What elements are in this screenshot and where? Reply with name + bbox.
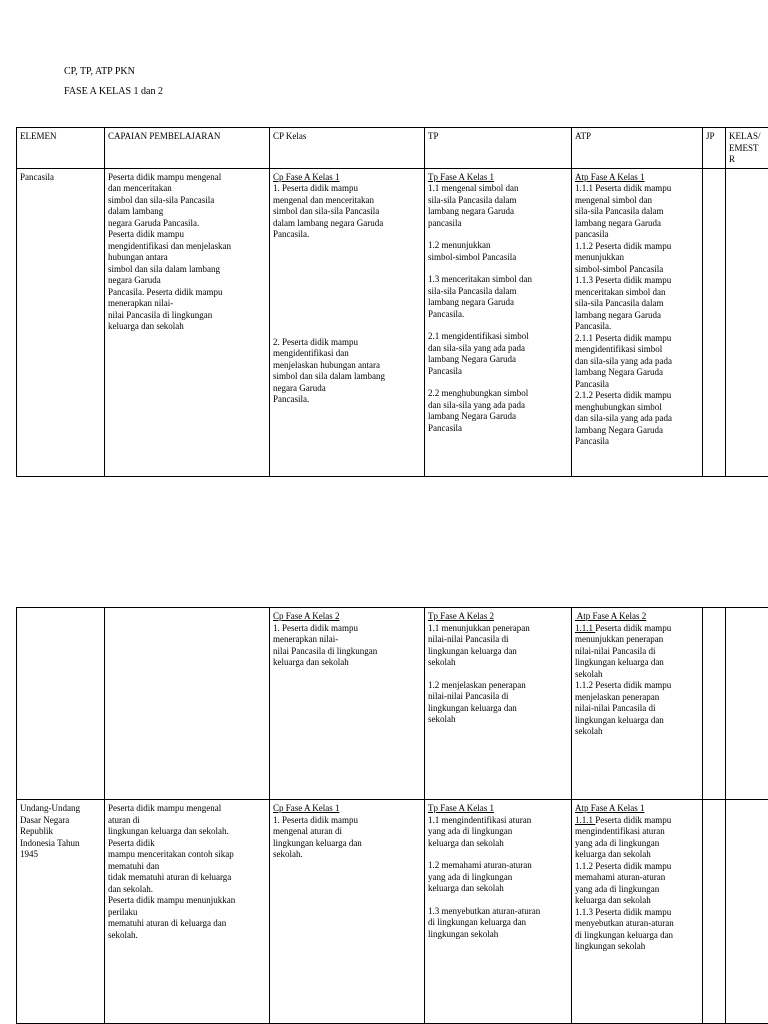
- cp-table-2: [16, 607, 768, 1024]
- atp-lead: 1.1.1: [575, 622, 596, 633]
- table-row: [17, 168, 768, 476]
- atp-title: Atp Fase A Kelas 2: [575, 611, 647, 621]
- cell-atp: [572, 168, 703, 476]
- atp-lead: 1.1.1: [575, 814, 596, 825]
- cell-cp-kelas: [270, 608, 425, 800]
- cp-item: 1. Peserta didik mampu mengenal aturan di lingkungan keluarga dan sekolah.: [273, 814, 362, 859]
- tp-item: 1.1 menunjukkan penerapan nilai-nilai Pancasila di lingkungan keluarga dan sekolah: [428, 622, 530, 667]
- header-elemen: ELEMEN: [17, 128, 105, 169]
- cell-kelas-semester: [726, 168, 768, 476]
- cell-elemen: Pancasila: [17, 168, 105, 476]
- cell-atp: [572, 608, 703, 800]
- cp-title: Cp Fase A Kelas 2: [273, 611, 340, 621]
- atp-text: 1.1.1 Peserta didik mampu mengindentifikasi aturan yang ada di lingkungan keluarga dan sekolah 1.1.2 Peserta didik mampu memahami aturan-aturan yang ada di lingkungan keluarga dan sekolah 1.1.3 Peserta didik mampu menyebutkan aturan-aturan di lingkungan keluarga dan lingkungan sekolah: [575, 814, 674, 951]
- tp-item: 1.2 menjelaskan penerapan nilai-nilai Pancasila di lingkungan keluarga dan sekolah: [428, 679, 526, 724]
- tp-item: 1.3 menceritakan simbol dan sila-sila Pancasila dalam lambang negara Garuda Pancasila.: [428, 274, 532, 319]
- cp-title: Cp Fase A Kelas 1: [273, 803, 340, 813]
- cell-kelas-semester: [726, 800, 768, 1024]
- cp-title: Cp Fase A Kelas 1: [273, 171, 340, 182]
- doc-title: CP, TP, ATP PKN: [64, 66, 135, 77]
- header-capaian: CAPAIAN PEMBELAJARAN: [105, 128, 270, 169]
- header-cp-kelas: CP Kelas: [270, 128, 425, 169]
- header-atp: ATP: [572, 128, 703, 169]
- doc-subtitle: FASE A KELAS 1 dan 2: [64, 86, 163, 97]
- header-tp: TP: [425, 128, 572, 169]
- cell-jp: [703, 168, 726, 476]
- tp-item: 1.2 memahami aturan-aturan yang ada di lingkungan keluarga dan sekolah: [428, 860, 532, 893]
- cell-tp: [425, 168, 572, 476]
- tp-item: 1.1 mengenal simbol dan sila-sila Pancasila dalam lambang negara Garuda pancasila: [428, 183, 519, 228]
- cell-cp-kelas: [270, 800, 425, 1024]
- cp-table-1: [16, 127, 768, 477]
- cell-jp: [703, 608, 726, 800]
- atp-text: 1.1.1 Peserta didik mampu mengenal simbol dan sila-sila Pancasila dalam lambang negara Garuda pancasila 1.1.2 Peserta didik mampu menunjukkan simbol-simbol Pancasila 1.1.3 Peserta didik mampu menceritakan simbol dan sila-sila Pancasila dalam lambang negara Garuda Pancasila. 2.1.1 Peserta didik mampu mengidentifikasi simbol dan sila-sila yang ada pada lambang Negara Garuda Pancasila 2.1.2 Peserta didik mampu menghubungkan simbol dan sila-sila yang ada pada lambang Negara Garuda Pancasila: [575, 183, 672, 446]
- cp-item: 2. Peserta didik mampu mengidentifikasi dan menjelaskan hubungan antara simbol dan sila dalam lambang negara Garuda Pancasila.: [273, 336, 385, 404]
- tp-item: 1.1 mengindentifikasi aturan yang ada di lingkungan keluarga dan sekolah: [428, 814, 532, 848]
- tp-item: 1.2 menunjukkan simbol-simbol Pancasila: [428, 240, 517, 262]
- cell-elemen: [17, 608, 105, 800]
- atp-title: Atp Fase A Kelas 1: [575, 803, 645, 813]
- cell-jp: [703, 800, 726, 1024]
- cell-tp: [425, 800, 572, 1024]
- table-header-row: [17, 128, 768, 169]
- cp-item: 1. Peserta didik mampu menerapkan nilai- nilai Pancasila di lingkungan keluarga dan sekolah: [273, 622, 378, 667]
- table-row: [17, 800, 768, 1024]
- cell-capaian: [105, 608, 270, 800]
- tp-item: 1.3 menyebutkan aturan-aturan di lingkungan keluarga dan lingkungan sekolah: [428, 905, 541, 939]
- tp-item: 2.2 menghubungkan simbol dan sila-sila yang ada pada lambang Negara Garuda Pancasila: [428, 388, 529, 433]
- cell-atp: [572, 800, 703, 1024]
- tp-title: Tp Fase A Kelas 1: [428, 171, 494, 182]
- cell-capaian: Peserta didik mampu mengenal aturan di lingkungan keluarga dan sekolah. Peserta didik mampu menceritakan contoh sikap mematuhi dan tidak mematuhi aturan di keluarga dan sekolah. Peserta didik mampu menunjukkan perilaku mematuhi aturan di keluarga dan sekolah.: [105, 800, 270, 1024]
- cell-kelas-semester: [726, 608, 768, 800]
- atp-title: Atp Fase A Kelas 1: [575, 171, 645, 182]
- cell-cp-kelas: [270, 168, 425, 476]
- tp-title: Tp Fase A Kelas 1: [428, 803, 494, 813]
- cell-capaian: Peserta didik mampu mengenal dan menceritakan simbol dan sila-sila Pancasila dalam lambang negara Garuda Pancasila. Peserta didik mampu mengidentifikasi dan menjelaskan hubungan antara simbol dan sila dalam lambang negara Garuda Pancasila. Peserta didik mampu menerapkan nilai- nilai Pancasila di lingkungan keluarga dan sekolah: [105, 168, 270, 476]
- cell-tp: [425, 608, 572, 800]
- atp-text: 1.1.1 Peserta didik mampu menunjukkan penerapan nilai-nilai Pancasila di lingkungan keluarga dan sekolah 1.1.2 Peserta didik mampu menjelaskan penerapan nilai-nilai Pancasila di lingkungan keluarga dan sekolah: [575, 622, 672, 736]
- header-kelas-semester: KELAS/ EMEST R: [726, 128, 768, 169]
- tp-title: Tp Fase A Kelas 2: [428, 611, 494, 621]
- tp-item: 2.1 mengidentifikasi simbol dan sila-sila yang ada pada lambang Negara Garuda Pancasila: [428, 331, 529, 376]
- table-row: [17, 608, 768, 800]
- cell-elemen: Undang-Undang Dasar Negara Republik Indonesia Tahun 1945: [17, 800, 105, 1024]
- cp-item: 1. Peserta didik mampu mengenal dan menceritakan simbol dan sila-sila Pancasila dalam lambang negara Garuda Pancasila.: [273, 183, 384, 239]
- header-jp: JP: [703, 128, 726, 169]
